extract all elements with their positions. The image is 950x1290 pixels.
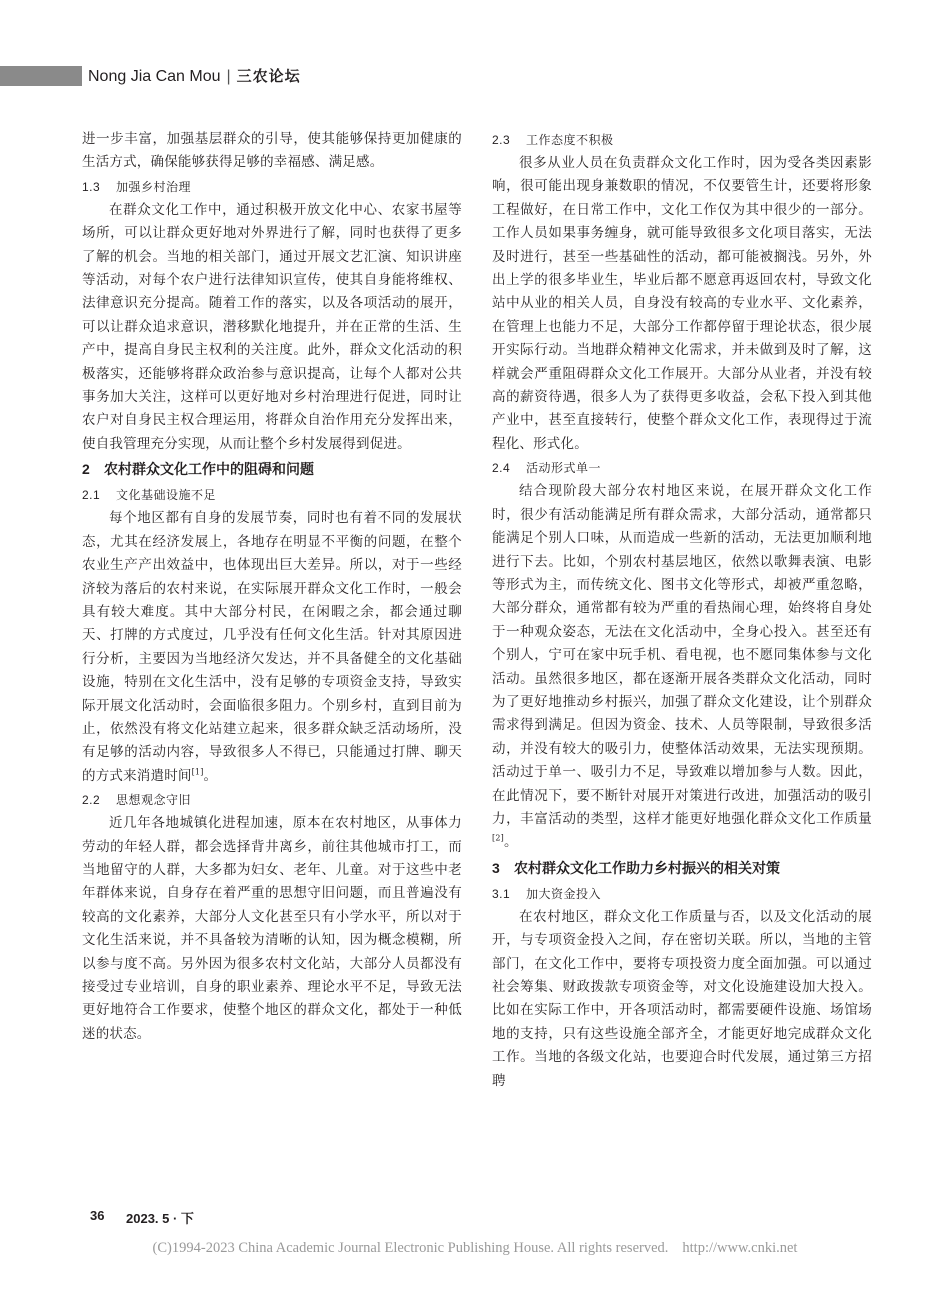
heading-text: 农村群众文化工作中的阻碍和问题 [104,462,314,479]
heading-2-4 [492,457,872,479]
heading-text: 工作态度不积极 [526,133,614,147]
heading-number: 2.2 [82,793,101,808]
heading-text: 思想观念守旧 [116,793,192,808]
heading-text: 活动形式单一 [526,461,602,476]
heading-2-1 [82,484,462,506]
running-header [88,63,301,89]
heading-number: 3.1 [492,886,511,901]
heading-number: 1.3 [82,179,101,194]
heading-2-3 [492,129,872,151]
cnki-url: http://www.cnki.net [682,1240,798,1256]
heading-2-2 [82,789,462,811]
journal-pinyin: Nong Jia Can Mou [88,68,221,85]
paragraph-3-1: 在农村地区，群众文化工作质量与否，以及文化活动的展开，与专项资金投入之间，存在密切关联。所以，当地的主管部门，在文化工作中，要将专项投资力度全面加强。可以通过社会筹集、财政拨款专项资金等，对文化设施建设加大投入。比如在实际工作中，开各项活动时，都需要硬件设施、场馆场地的支持，只有这些设施全部齐全，才能更好地完成群众文化工作。当地的各级文化站，也要迎合时代发展，通过第三方招聘 [492,908,872,1089]
page-number: 36 [90,1208,105,1223]
paragraph-2-1 [82,507,462,788]
paragraph-1-3: 在群众文化工作中，通过积极开放文化中心、农家书屋等场所，可以让群众更好地对外界进行了解，同时也获得了更多了解的机会。当地的相关部门，通过开展文艺汇演、知识讲座等活动，对每个农户进行法律知识宣传，使其自身能将维权、法律意识充分提高。随着工作的落实，以及各项活动的展开，可以让群众追求意识，潜移默化地提升，并在正常的生活、生产中，提高自身民主权利的关注度。此外，群众文化活动的积极落实，还能够将群众政治参与意识提高，让每个人都对公共事务加大关注，这样可以更好地对乡村治理进行促进，同时让农户对自身民主权合理运用，将群众自治作用充分发挥出来，使自我管理充分实现，从而让整个乡村发展得到促进。 [82,201,462,452]
header-gray-band [0,66,82,86]
paragraph-2-4 [492,480,872,855]
heading-3-1 [492,883,872,905]
header-separator: | [226,68,231,85]
paragraph-2-2: 近几年各地城镇化进程加速，原本在农村地区，从事体力劳动的年轻人群，都会选择背井离乡，前往其他城市打工，而当地留守的人群，大多都为妇女、老年、儿童。对于这些中老年群体来说，自身存在着严重的思想守旧问题，而且普遍没有较高的文化素养，大部分人文化甚至只有小学水平，所以对于文化生活来说，并不具备较为清晰的认知，因为概念模糊，所以参与度不高。另外因为很多农村文化站，大部分人员都没有接受过专业培训，自身的职业素养、理论水平不足，导致无法更好地符合工作要求，使整个地区的群众文化，都处于一种低迷的状态。 [82,815,462,1042]
heading-2 [82,458,462,482]
paragraph-text: 每个地区都有自身的发展节奏，同时也有着不同的发展状态，尤其在经济发展上，各地存在明显不平衡的问题，在整个农业生产产出效益中，也体现出巨大差异。所以，对于一些经济较为落后的农村来说，在实际展开群众文化工作时，一般会具有较大难度。其中大部分村民，在闲暇之余，都会通过聊天、打牌的方式度过，几乎没有任何文化生活。针对其原因进行分析，主要因为当地经济欠发达，并不具备健全的文化基础设施，特别在文化生活中，没有足够的专项资金支持，导致实际开展文化活动时，会面临很多阻力。个别乡村，直到目前为止，依然没有将文化站建立起来，很多群众缺乏活动场所，没有足够的活动内容，导致很多人不得已，只能通过打牌、聊天的方式来消遣时间 [82,510,462,784]
paragraph-end: 。 [203,767,218,784]
heading-number: 2.4 [492,461,511,476]
heading-number: 2.3 [492,133,511,147]
heading-text: 农村群众文化工作助力乡村振兴的相关对策 [514,860,780,877]
citation-ref: [2] [492,833,504,843]
heading-number: 2.1 [82,488,101,503]
copyright-footer [0,1240,950,1257]
heading-number: 3 [492,859,500,876]
intro-paragraph: 进一步丰富，加强基层群众的引导，使其能够保持更加健康的生活方式，确保能够获得足够的幸福感、满足感。 [82,131,462,171]
paragraph-text: 结合现阶段大部分农村地区来说，在展开群众文化工作时，很少有活动能满足所有群众需求，大部分活动，通常都只能满足个别人口味，从而造成一些新的活动，无法更加顺利地进行下去。比如，个别农村基层地区，依然以歌舞表演、电影等形式为主，而传统文化、图书文化等形式，却被严重忽略，大部分群众，通常都有较为严重的看热闹心理，始终将自身处于一种观众姿态，无法在文化活动中，全身心投入。甚至还有个别人，宁可在家中玩手机、看电视，也不愿同集体参与文化活动。虽然很多地区，都在逐渐开展各类群众文化活动，同时为了更好地推动乡村振兴，加强了群众文化建设，让个别群众需求得到满足。但因为资金、技术、人员等限制，导致很多活动，并没有较大的吸引力，使整体活动效果，无法实现预期。活动过于单一、吸引力不足，导致难以增加参与人数。因此，在此情况下，要不断针对展开对策进行改进，加强活动的吸引力，丰富活动的类型，这样才能更好地强化群众文化工作质量 [492,483,872,827]
heading-text: 加大资金投入 [526,886,602,901]
right-column [492,128,872,1093]
heading-number: 2 [82,461,90,478]
heading-text: 文化基础设施不足 [116,488,217,503]
section-name: 三农论坛 [236,67,301,85]
paragraph-end: 。 [503,834,518,851]
issue-label: 2023. 5 · 下 [126,1211,194,1226]
citation-ref: [1] [191,767,204,777]
paragraph-2-3: 很多从业人员在负责群众文化工作时，因为受各类因素影响，很可能出现身兼数职的情况，不仅要管生计，还要将形象工程做好，在日常工作中，文化工作仅为其中很少的一部分。工作人员如果事务缠身，就可能导致很多文化项目落实，无法及时进行，甚至一些基础性的活动，都可能被搁浅。另外，外出上学的很多毕业生，毕业后都不愿意再返回农村，导致文化站中从业的相关人员，自身没有较高的专业水平、文化素养，在管理上也能力不足，大部分工作都停留于理论状态，很少展开实际行动。当地群众精神文化需求，并未做到及时了解，这样就会严重阻碍群众文化工作展开。大部分从业者，并没有较高的薪资待遇，很多人为了获得更多收益，会私下投入到其他产业中，甚至直接转行，使整个群众文化工作，表现得过于流程化、形式化。 [492,155,872,452]
copyright-text: (C)1994-2023 China Academic Journal Electronic Publishing House. All rights reserved. [152,1240,669,1256]
left-column [82,128,462,1046]
heading-1-3 [82,176,462,198]
heading-3 [492,857,872,881]
heading-text: 加强乡村治理 [116,179,192,194]
